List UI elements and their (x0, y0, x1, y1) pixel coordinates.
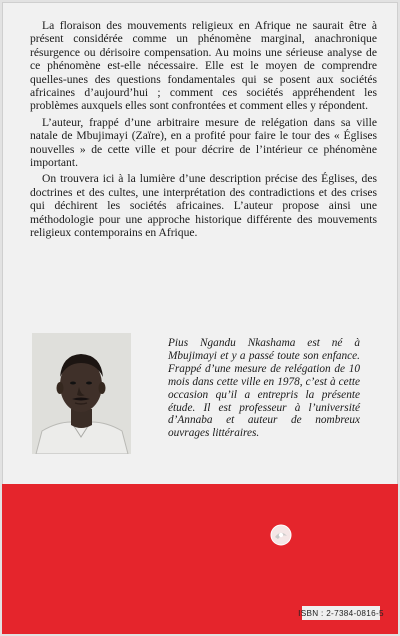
isbn-text: ISBN : 2-7384-0816-5 (298, 608, 384, 618)
back-cover (2, 2, 398, 634)
publisher-logo-icon (270, 524, 292, 546)
blurb-paragraph: On trouvera ici à la lumière d’une description précise des Églises, des doctrines et des cultes, une interprétation des contradictions et des crises qui déchirent les sociétés africaines. L’auteur propose ainsi une méthodologie pour une approche historique différente des mouvements religieux contemporains en Afrique. (30, 172, 377, 240)
author-photo (32, 333, 131, 454)
isbn-label (298, 606, 384, 620)
author-bio: Pius Ngandu Nkashama est né à Mbujimayi et y a passé toute son enfance. Frappé d’une mesure de relégation de 10 mois dans cette ville en 1978, c’est à cette occasion qu’il a entrepris la présente étude. Il est professeur à l’université d’Annaba et auteur de nombreux ouvrages littéraires. (168, 337, 360, 440)
author-portrait-icon (32, 333, 131, 454)
blurb-paragraph: L’auteur, frappé d’une arbitraire mesure de relégation dans sa ville natale de Mbujimayi (Zaïre), en a profité pour faire le tour des « Églises nouvelles » de cette ville et pour décrire de l’intérieur ce phénomène important. (30, 115, 377, 170)
blurb-paragraph: La floraison des mouvements religieux en Afrique ne saurait être à présent considérée comme un phénomène marginal, anachronique résurgence ou dérisoire compensation. Au moins une sérieuse analyse de ce phénomène est-elle nécessaire. Elle est le moyen de comprendre quelles-unes des questions fondamentales qui se posent aux sociétés africaines d’aujourd’hui ; comment ces sociétés appréhendent les problèmes auxquels elles sont confrontées et comment elles y répondent. (30, 19, 377, 113)
blurb-text (30, 19, 377, 243)
